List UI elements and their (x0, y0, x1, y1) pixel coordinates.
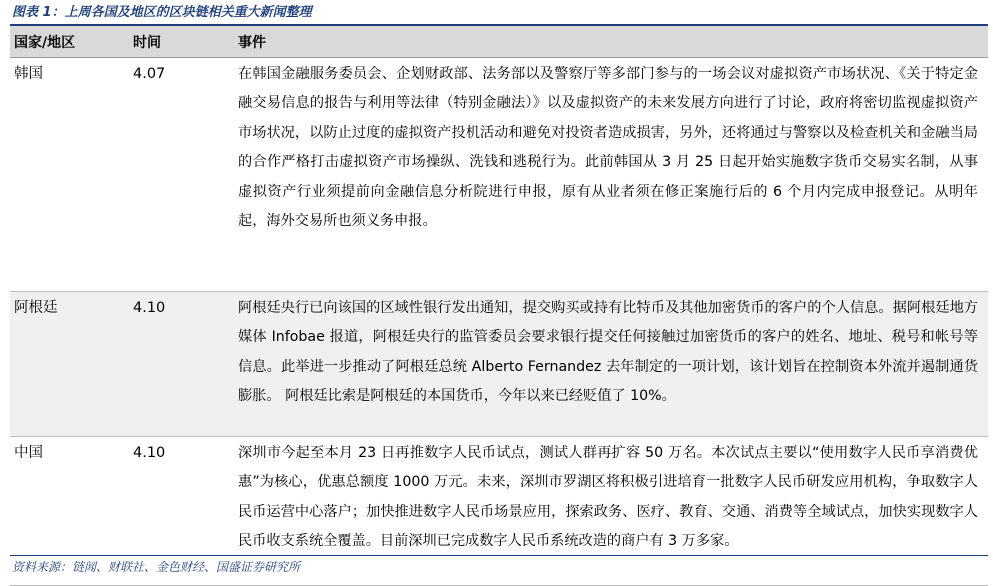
header-date: 时间 (133, 34, 161, 51)
row-region: 韩国 (14, 66, 43, 82)
news-table (10, 26, 988, 586)
row-date: 4.10 (133, 300, 166, 316)
table-row (10, 58, 988, 292)
bottom-rule (10, 555, 988, 556)
row-event: 阿根廷央行已向该国的区域性银行发出通知，提交购买或持有比特币及其他加密货币的客户的个人信息。据阿根廷地方媒体 Infobae 报道，阿根廷央行的监管委员会要求银行提交任何接触过加密货币的客户的姓名、地址、税号和帐号等信息。此举进一步推动了阿根廷总统 Alberto Fernandez 去年制定的一项计划，该计划旨在控制资本外流并遏制通货膨胀。 阿根廷比索是阿根廷的本国货币，今年以来已经贬值了 10%。 (238, 300, 978, 405)
row-event: 在韩国金融服务委员会、企划财政部、法务部以及警察厅等多部门参与的一场会议对虚拟资产市场状况、《关于特定金融交易信息的报告与利用等法律（特别金融法）》以及虚拟资产的未来发展方向进行了讨论，政府将密切监视虚拟资产市场状况，以防止过度的虚拟资产投机活动和避免对投资者造成损害，另外，还将通过与警察以及检查机关和金融当局的合作严格打击虚拟资产市场操纵、洗钱和逃税行为。此前韩国从 3 月 25 日起开始实施数字货币交易实名制，从事虚拟资产行业须提前向金融信息分析院进行申报，原有从业者须在修正案施行后的 6 个月内完成申报登记。从明年起，海外交易所也须义务申报。 (238, 66, 978, 230)
row-date: 4.10 (133, 445, 166, 461)
table-header (10, 26, 988, 58)
table-row (10, 292, 988, 437)
row-region: 阿根廷 (14, 300, 58, 316)
row-event: 深圳市今起至本月 23 日再推数字人民币试点，测试人群再扩容 50 万名。本次试点主要以“使用数字人民币享消费优惠”为核心，优惠总额度 1000 万元。未来，深圳市罗湖区将积极引进培育一批数字人民币研发应用机构，争取数字人民币运营中心落户；加快推进数字人民币场景应用，探索政务、医疗、教育、交通、消费等全域试点，加快实现数字人民币收支系统全覆盖。目前深圳已完成数字人民币系统改造的商户有 3 万多家。 (238, 445, 978, 550)
source-note: 资料来源：链闻、财联社、金色财经、国盛证券研究所 (12, 560, 301, 574)
table-caption: 图表 1：上周各国及地区的区块链相关重大新闻整理 (12, 5, 312, 20)
header-event: 事件 (238, 34, 266, 51)
row-date: 4.07 (133, 66, 166, 82)
row-region: 中国 (14, 445, 43, 461)
header-region: 国家/地区 (14, 34, 76, 51)
